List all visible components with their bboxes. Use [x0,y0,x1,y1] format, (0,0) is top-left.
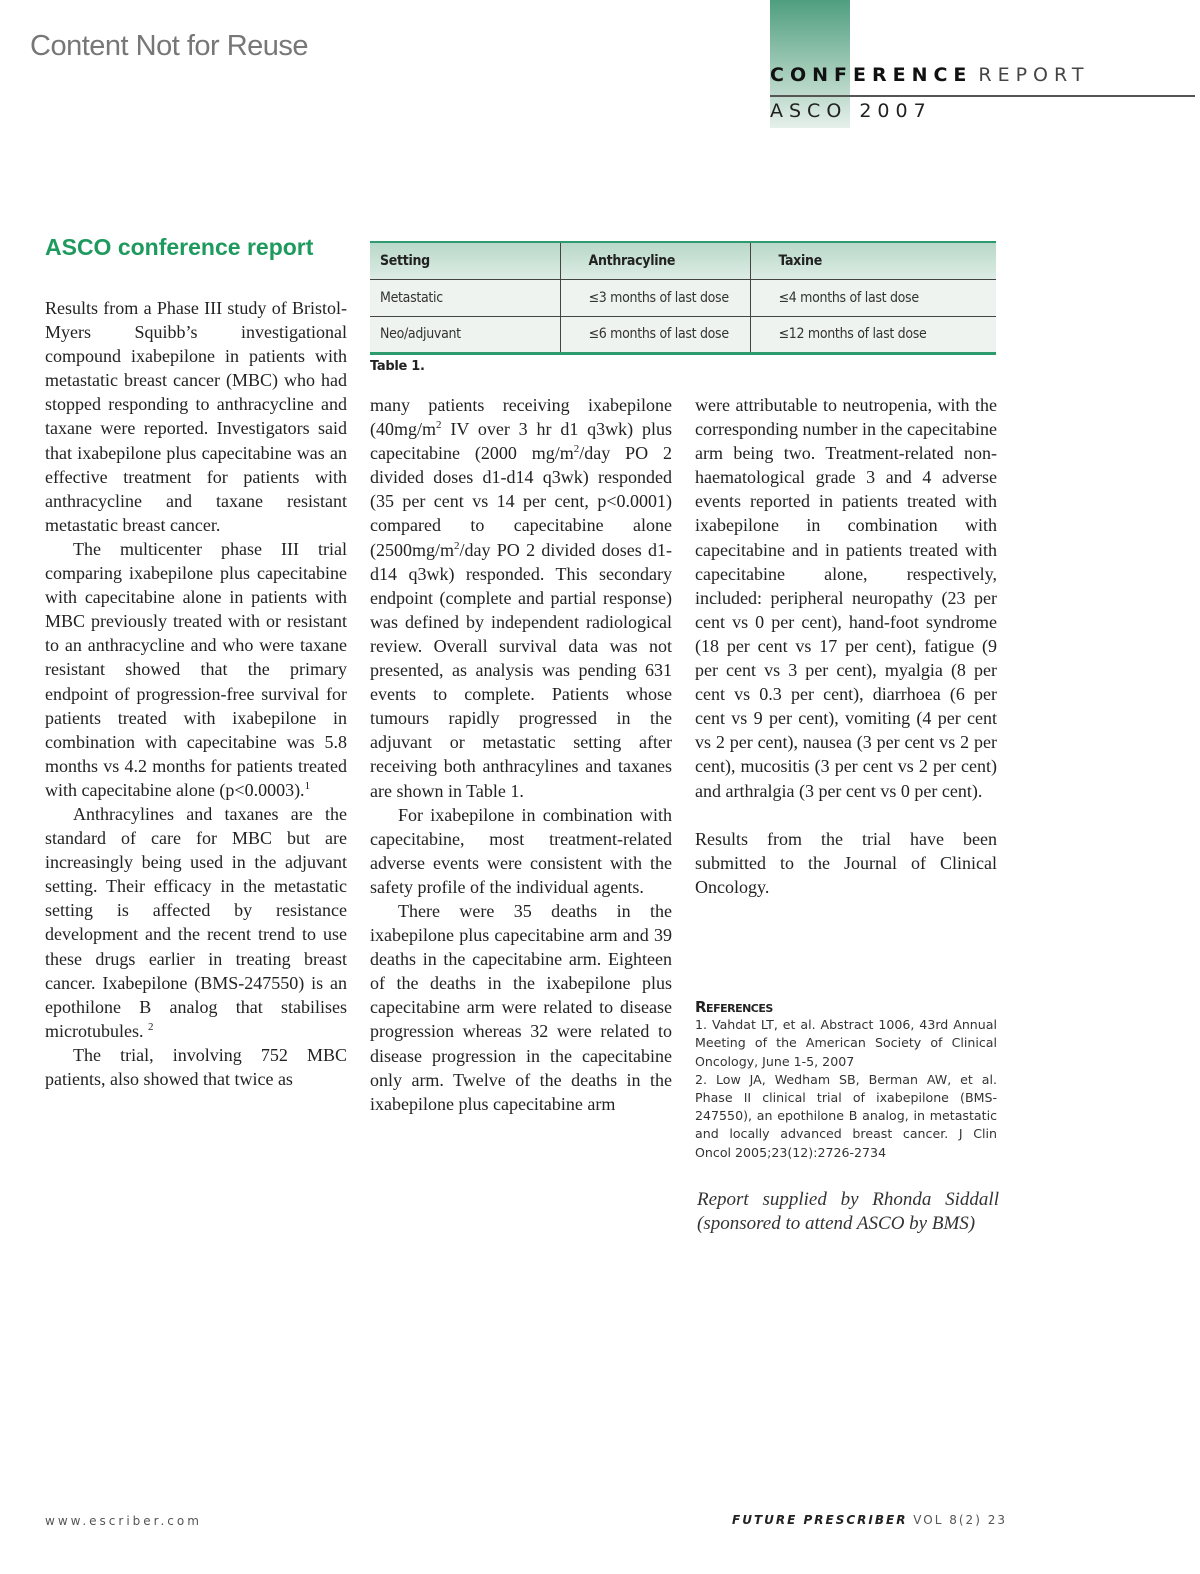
paragraph: Results from the trial have been submitted to the Journal of Clinical Oncology. [695,828,997,897]
superscript: 2 [436,419,442,432]
paragraph [45,802,347,1043]
reference-item: 2. Low JA, Wedham SB, Berman AW, et al. Phase II clinical trial of ixabepilone (BMS-247550), an epothilone B analog, in metastatic and locally advanced breast cancer. J Clin Oncol 2005;23(12):2726-2734 [695,1071,997,1160]
table-header-row [370,242,996,279]
citation: 1 [304,779,311,792]
journal-name: FUTURE PRESCRIBER [732,1513,908,1527]
paragraph-text: Anthracylines and taxanes are the standard of care for MBC but are increasingly being used in the adjuvant setting. Their efficacy in the metastatic setting is affected by resistance development and the recent trend to use these drugs earlier in treating breast cancer. Ixabepilone (BMS-247550) is an epothilone B analog that stabilises microtubules. [45,803,347,1041]
header-anthracyline: Anthracyline [560,242,750,279]
section-label [770,64,1089,86]
data-table [370,241,996,355]
paragraph: were attributable to neutropenia, with the corresponding number in the capecitabine arm being two. Treatment-related non-haematological grade 3 and 4 adverse events reported in patients treated with ixabepilone in combination with capecitabine and in patients treated with capecitabine alone, respectively, included: peripheral neuropathy (23 per cent vs 0 per cent), hand-foot syndrome (18 per cent vs 17 per cent), fatigue (9 per cent vs 3 per cent), myalgia (8 per cent vs 0.3 per cent), diarrhoea (6 per cent vs 9 per cent), vomiting (4 per cent vs 2 per cent), nausea (3 per cent vs 2 per cent), mucositis (3 per cent vs 2 per cent) and arthralgia (3 per cent vs 0 per cent). [695,395,997,801]
reference-item: 1. Vahdat LT, et al. Abstract 1006, 43rd Annual Meeting of the American Society of Clinical Oncology, June 1-5, 2007 [695,1017,997,1069]
footer-website: www.escriber.com [45,1514,202,1528]
superscript: 2 [454,539,460,552]
paragraph-text: The multicenter phase III trial comparing ixabepilone plus capecitabine with capecitabine alone in patients with MBC previously treated with or resistant to an anthracycline and who were taxane resistant showed that the primary endpoint of progression-free survival for patients treated with ixabepilone in combination with capecitabine was 5.8 months vs 4.2 months for patients treated with capecitabine alone (p<0.0003). [45,538,347,800]
superscript: 2 [573,443,580,456]
header-setting: Setting [370,242,560,279]
paragraph: For ixabepilone in combination with capecitabine, most treatment-related adverse events were consistent with the safety profile of the individual agents. [370,804,672,897]
references-heading: References [695,998,773,1016]
citation: 2 [147,1020,154,1033]
footer-journal [732,1513,1007,1527]
column-2 [370,393,672,1116]
issue-page: VOL 8(2) 23 [913,1513,1007,1527]
article-title: ASCO conference report [45,234,314,260]
cell: ≤3 months of last dose [560,279,750,316]
paragraph [45,537,347,802]
table-row [370,279,996,316]
paragraph-text: /day PO 2 divided doses d1-d14 q3wk) responded (35 per cent vs 14 per cent, p<0.0001) compared to capecitabine alone (2500mg/m [370,443,672,560]
cell: ≤6 months of last dose [560,316,750,353]
paragraph-text: IV over 3 hr d1 q3wk) plus capecitabine (2000 mg/m [370,419,672,464]
cell: ≤4 months of last dose [750,279,996,316]
table-row [370,316,996,353]
paragraph-text: many patients receiving ixabepilone (40mg/m [370,395,672,440]
header-rule [770,95,1195,97]
column-3 [695,393,997,899]
paragraph [370,393,672,803]
paragraph: Results from a Phase III study of Bristol-Myers Squibb’s investigational compound ixabepilone in patients with metastatic breast cancer (MBC) who had stopped responding to anthracycline and taxane were reported. Investigators said that ixabepilone plus capecitabine was an effective treatment for patients with anthracycline and taxane resistant metastatic breast cancer. [45,298,347,535]
table-caption: Table 1. [370,358,425,374]
paragraph: There were 35 deaths in the ixabepilone plus capecitabine arm and 39 deaths in the capecitabine arm. Eighteen of the deaths in the ixabepilone plus capecitabine arm were related to disease progression whereas 32 were related to disease progression in the capecitabine only arm. Twelve of the deaths in the ixabepilone plus capecitabine arm [370,900,672,1114]
event-label: ASCO 2007 [770,100,932,122]
paragraph: The trial, involving 752 MBC patients, also showed that twice as [45,1044,347,1089]
column-1 [45,296,347,1091]
watermark: Content Not for Reuse [30,30,309,62]
cell: ≤12 months of last dose [750,316,996,353]
header-taxine: Taxine [750,242,996,279]
table-1 [370,241,996,374]
cell: Neo/adjuvant [370,316,560,353]
section-conference: CONFERENCE [770,64,973,86]
author-credit: Report supplied by Rhonda Siddall (sponsored to attend ASCO by BMS) [697,1189,999,1234]
section-report: REPORT [978,64,1090,86]
paragraph-text: /day PO 2 divided doses d1-d14 q3wk) responded. This secondary endpoint (complete and partial response) was defined by independent radiological review. Overall survival data was not presented, as analysis was pending 631 events to complete. Patients whose tumours rapidly progressed in the adjuvant or metastatic setting after receiving both anthracylines and taxanes are shown in Table 1. [370,539,672,801]
cell: Metastatic [370,279,560,316]
references [695,998,997,1162]
